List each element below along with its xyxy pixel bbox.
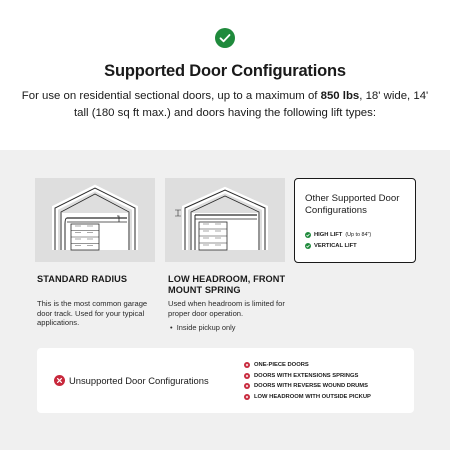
unsupported-configurations-label: Unsupported Door Configurations xyxy=(69,375,209,386)
list-item-detail: (Up to 84") xyxy=(345,231,372,238)
other-configurations-list xyxy=(305,229,371,251)
header-section xyxy=(0,0,450,150)
check-circle-icon xyxy=(215,28,235,48)
garage-standard-radius-icon xyxy=(35,178,155,262)
page-subtitle: For use on residential sectional doors, up to a maximum of 850 lbs, 18' wide, 14' tall (180 sq ft max.) and doors having the following lift types: xyxy=(21,90,429,119)
other-configurations-box xyxy=(294,178,416,263)
page-title: Supported Door Configurations xyxy=(104,62,346,80)
list-item xyxy=(305,240,371,251)
list-item xyxy=(244,371,371,382)
unsupported-configurations-list xyxy=(244,360,371,402)
list-item-label: HIGH LIFT xyxy=(314,231,343,238)
config-title-low-headroom: LOW HEADROOM, FRONT MOUNT SPRING xyxy=(168,274,286,295)
unsupported-configurations-box xyxy=(37,348,414,413)
check-circle-icon xyxy=(305,232,311,238)
x-circle-icon xyxy=(244,383,250,389)
list-item-label: ONE-PIECE DOORS xyxy=(254,362,309,369)
config-note-low-headroom: • Inside pickup only xyxy=(170,323,236,332)
config-description-low-headroom: Used when headroom is limited for proper door operation. xyxy=(168,299,285,318)
list-item xyxy=(244,381,371,392)
list-item-label: VERTICAL LIFT xyxy=(314,242,357,249)
check-circle-icon xyxy=(305,243,311,249)
x-circle-icon xyxy=(244,373,250,379)
config-title-standard-radius: STANDARD RADIUS xyxy=(37,274,128,284)
list-item xyxy=(244,392,371,403)
garage-low-headroom-icon xyxy=(165,178,285,262)
list-item xyxy=(244,360,371,371)
list-item-label: DOORS WITH EXTENSIONS SPRINGS xyxy=(254,372,359,379)
configurations-panel xyxy=(0,150,450,450)
list-item xyxy=(305,229,371,240)
x-circle-icon xyxy=(244,394,250,400)
x-circle-icon xyxy=(54,375,65,386)
other-configurations-title: Other Supported Door Configurations xyxy=(305,193,400,216)
list-item-label: LOW HEADROOM WITH OUTSIDE PICKUP xyxy=(254,393,371,400)
note-text: Inside pickup only xyxy=(176,323,236,332)
config-description-standard-radius: This is the most common garage door track. Used for your typical applications. xyxy=(37,299,148,327)
list-item-label: DOORS WITH REVERSE WOUND DRUMS xyxy=(254,383,369,390)
x-circle-icon xyxy=(244,362,250,368)
